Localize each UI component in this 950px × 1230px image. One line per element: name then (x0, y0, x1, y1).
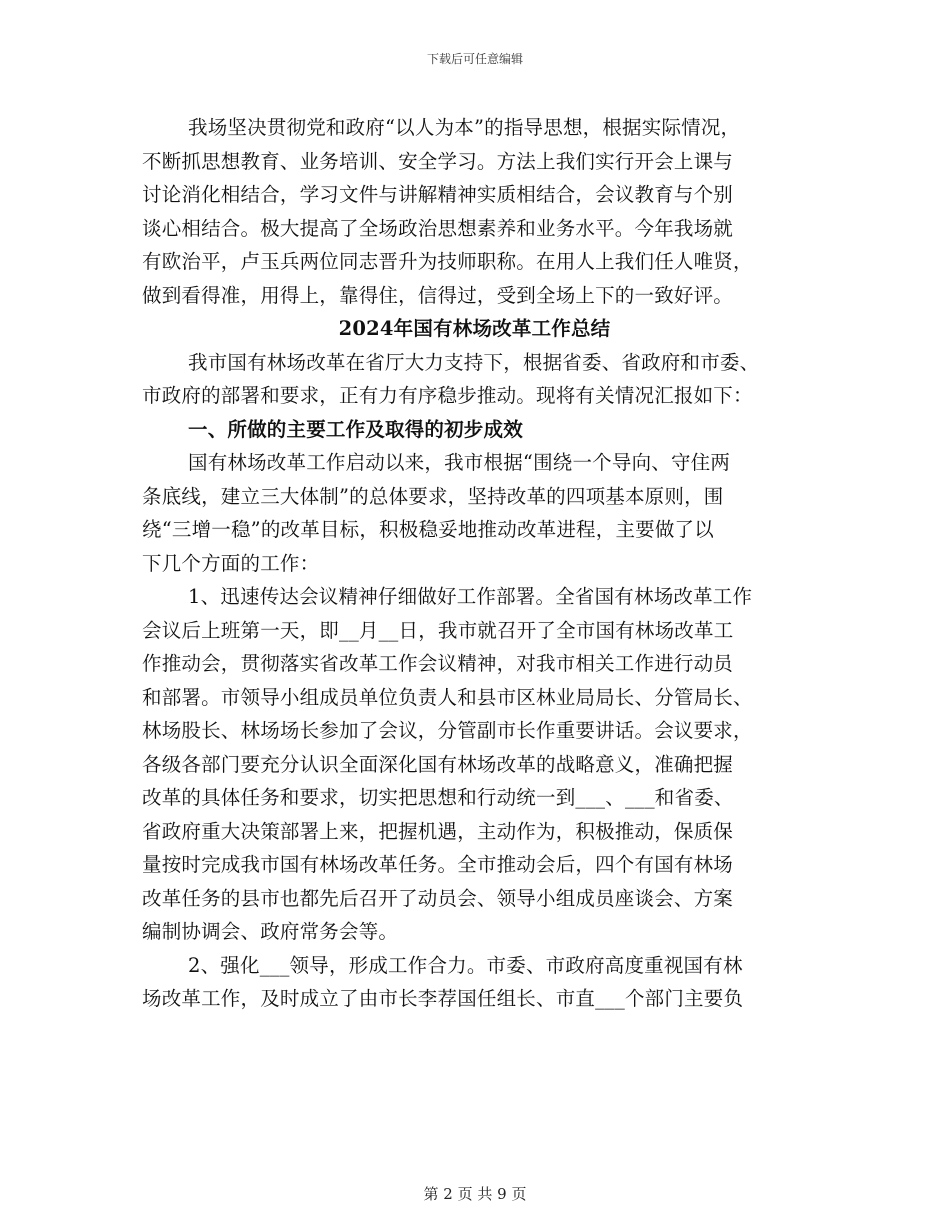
text-line: 各级各部门要充分认识全面深化国有林场改革的战略意义，准确把握 (142, 752, 734, 776)
text-line: 场改革工作，及时成立了由市长李荐国任组长、市直___个部门主要负 (142, 987, 744, 1010)
text-line: 省政府重大决策部署上来，把握机遇，主动作为，积极推动，保质保 (142, 819, 734, 843)
text-line: 1、迅速传达会议精神仔细做好工作部署。全省国有林场改革工作 (188, 585, 753, 608)
text-line: 市政府的部署和要求，正有力有序稳步推动。现将有关情况汇报如下： (142, 384, 753, 407)
text-line: 下几个方面的工作： (142, 551, 320, 575)
text-line: 谈心相结合。极大提高了全场政治思想素养和业务水平。今年我场就 (142, 216, 734, 240)
text-line: 做到看得准，用得上，靠得住，信得过，受到全场上下的一致好评。 (142, 283, 734, 307)
text-line: 量按时完成我市国有林场改革任务。全市推动会后，四个有国有林场 (142, 853, 734, 876)
document-body (142, 111, 807, 1016)
text-line: 我场坚决贯彻党和政府“以人为本”的指导思想，根据实际情况， (188, 116, 741, 139)
text-line: 改革的具体任务和要求，切实把思想和行动统一到___、___和省委、 (142, 786, 734, 809)
text-line: 和部署。市领导小组成员单位负责人和县市区林业局局长、分管局长、 (142, 685, 753, 709)
text-line: 讨论消化相结合，学习文件与讲解精神实质相结合，会议教育与个别 (142, 183, 734, 206)
text-line: 绕“三增一稳”的改革目标，积极稳妥地推动改革进程，主要做了以 (142, 518, 714, 541)
text-line: 编制协调会、政府常务会等。 (142, 920, 399, 943)
text-line: 不断抓思想教育、业务培训、安全学习。方法上我们实行开会上课与 (142, 149, 734, 173)
page-footer: 第 2 页 共 9 页 (423, 1185, 527, 1203)
text-line: 条底线，建立三大体制”的总体要求，坚持改革的四项基本原则，围 (142, 484, 724, 508)
text-line: 林场股长、林场场长参加了会议，分管副市长作重要讲话。会议要求， (142, 719, 753, 742)
text-line: 会议后上班第一天，即__月__日，我市就召开了全市国有林场改革工 (142, 618, 734, 642)
text-line: 我市国有林场改革在省厅大力支持下，根据省委、省政府和市委、 (188, 350, 760, 374)
document-title: 2024年国有林场改革工作总结 (338, 317, 611, 340)
text-line: 2、强化___领导，形成工作合力。市委、市政府高度重视国有林 (188, 953, 743, 977)
text-line: 国有林场改革工作启动以来，我市根据“围绕一个导向、守住两 (188, 451, 731, 474)
section-heading: 一、所做的主要工作及取得的初步成效 (188, 417, 523, 441)
text-line: 有欧治平，卢玉兵两位同志晋升为技师职称。在用人上我们任人唯贤， (142, 250, 753, 273)
text-line: 作推动会，贯彻落实省改革工作会议精神，对我市相关工作进行动员 (142, 652, 734, 675)
page-header: 下载后可任意编辑 (426, 52, 523, 66)
text-line: 改革任务的县市也都先后召开了动员会、领导小组成员座谈会、方案 (142, 886, 734, 910)
